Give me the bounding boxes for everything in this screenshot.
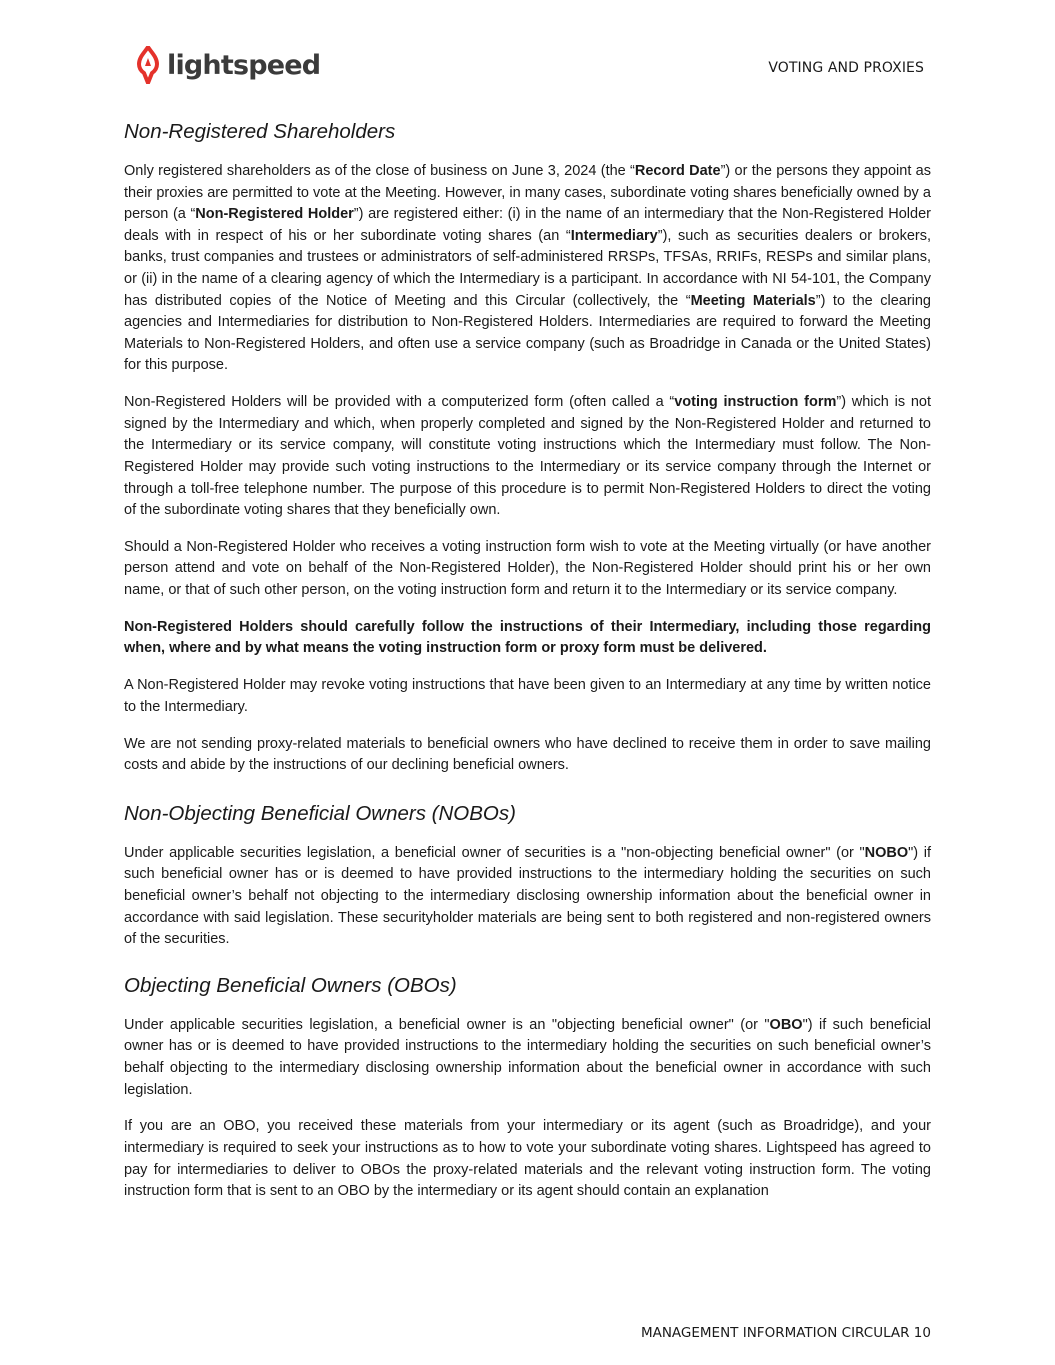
section-header-label: VOTING AND PROXIES (768, 60, 924, 76)
paragraph-obo-materials: If you are an OBO, you received these materials from your intermediary or its agent (such as Broadridge), and your intermediary is required to seek your instructions as to how to vote your subordinate voting shares. Lightspeed has agreed to pay for intermediaries to deliver to OBOs the proxy-related materials and the relevant voting instruction form. The voting instruction form that is sent to an OBO by the intermediary or its agent should contain an explanation (124, 1118, 931, 1200)
section-heading-non-registered: Non-Registered Shareholders (124, 120, 396, 143)
section-heading-obo: Objecting Beneficial Owners (OBOs) (124, 973, 457, 997)
logo-wordmark: lightspeed (167, 49, 321, 81)
paragraph-voting-instruction-form: Non-Registered Holders will be provided with a computerized form (often called a “voting instruction form”) which is not signed by the Intermediary and which, when properly completed and signed by the Non-Registered Holder and returned to the Intermediary or its service company, will constitute voting instructions which the Intermediary must follow. The Non-Registered Holder may provide such voting instructions to the Intermediary or its service company through the Internet or through a toll-free telephone number. The purpose of this procedure is to permit Non-Registered Holders to direct the voting of the subordinate voting shares that they beneficially own. (124, 394, 931, 519)
paragraph-revoke: A Non-Registered Holder may revoke voting instructions that have been given to an Intermediary at any time by written notice to the Intermediary. (124, 677, 931, 715)
paragraph-declined-materials: We are not sending proxy-related materials to beneficial owners who have declined to receive them in order to save mailing costs and abide by the instructions of our declining beneficial owners. (124, 735, 931, 774)
paragraph-follow-instructions: Non-Registered Holders should carefully follow the instructions of their Intermediary, including those regarding when, where and by what means the voting instruction form or proxy form must be delivered. (124, 618, 931, 657)
document-body (124, 118, 931, 1218)
paragraph-vote-virtually: Should a Non-Registered Holder who receives a voting instruction form wish to vote at the Meeting virtually (or have another person attend and vote on behalf of the Non-Registered Holder), the Non-Registered Holder should print his or her own name, or that of such other person, on the voting instruction form and return it to the Intermediary or its service company. (124, 538, 931, 599)
paragraph-obo-definition: Under applicable securities legislation, a beneficial owner is an "objecting beneficial owner" (or "OBO") if such beneficial owner has or is deemed to have provided instructions to the intermediary holding the securities on such beneficial owner’s behalf objecting to the intermediary disclosing ownership information about the beneficial owner in accordance with such legislation. (124, 1016, 931, 1098)
flame-icon (135, 46, 161, 84)
paragraph-record-date: Only registered shareholders as of the close of business on June 3, 2024 (the “Record Date”) or the persons they appoint as their proxies are permitted to vote at the Meeting. However, in many cases, subordinate voting shares beneficially owned by a person (a “Non-Registered Holder”) are registered either: (i) in the name of an intermediary that the Non-Registered Holder deals with in respect of his or her subordinate voting shares (an “Intermediary”), such as securities dealers or brokers, banks, trust companies and trustees or administrators of self-administered RRSPs, TFSAs, RRIFs, RESPs and similar plans, or (ii) in the name of a clearing agency of which the Intermediary is a participant. In accordance with NI 54-101, the Company has distributed copies of the Notice of Meeting and this Circular (collectively, the “Meeting Materials”) to the clearing agencies and Intermediaries for distribution to Non-Registered Holders. Intermediaries are required to forward the Meeting Materials to Non-Registered Holders, and often use a service company (such as Broadridge in Canada or the United States) for this purpose. (124, 163, 932, 374)
paragraph-nobo-definition: Under applicable securities legislation, a beneficial owner of securities is a "non-objecting beneficial owner" (or "NOBO") if such beneficial owner has or is deemed to have provided instructions to the intermediary holding the securities on such beneficial owner’s behalf not objecting to the intermediary disclosing ownership information about the beneficial owner in accordance with said legislation. These securityholder materials are being sent to both registered and non-registered owners of the securities. (124, 844, 931, 948)
lightspeed-logo (135, 46, 320, 84)
page-footer: MANAGEMENT INFORMATION CIRCULAR 10 (640, 1325, 931, 1341)
section-heading-nobo: Non-Objecting Beneficial Owners (NOBOs) (124, 801, 516, 825)
